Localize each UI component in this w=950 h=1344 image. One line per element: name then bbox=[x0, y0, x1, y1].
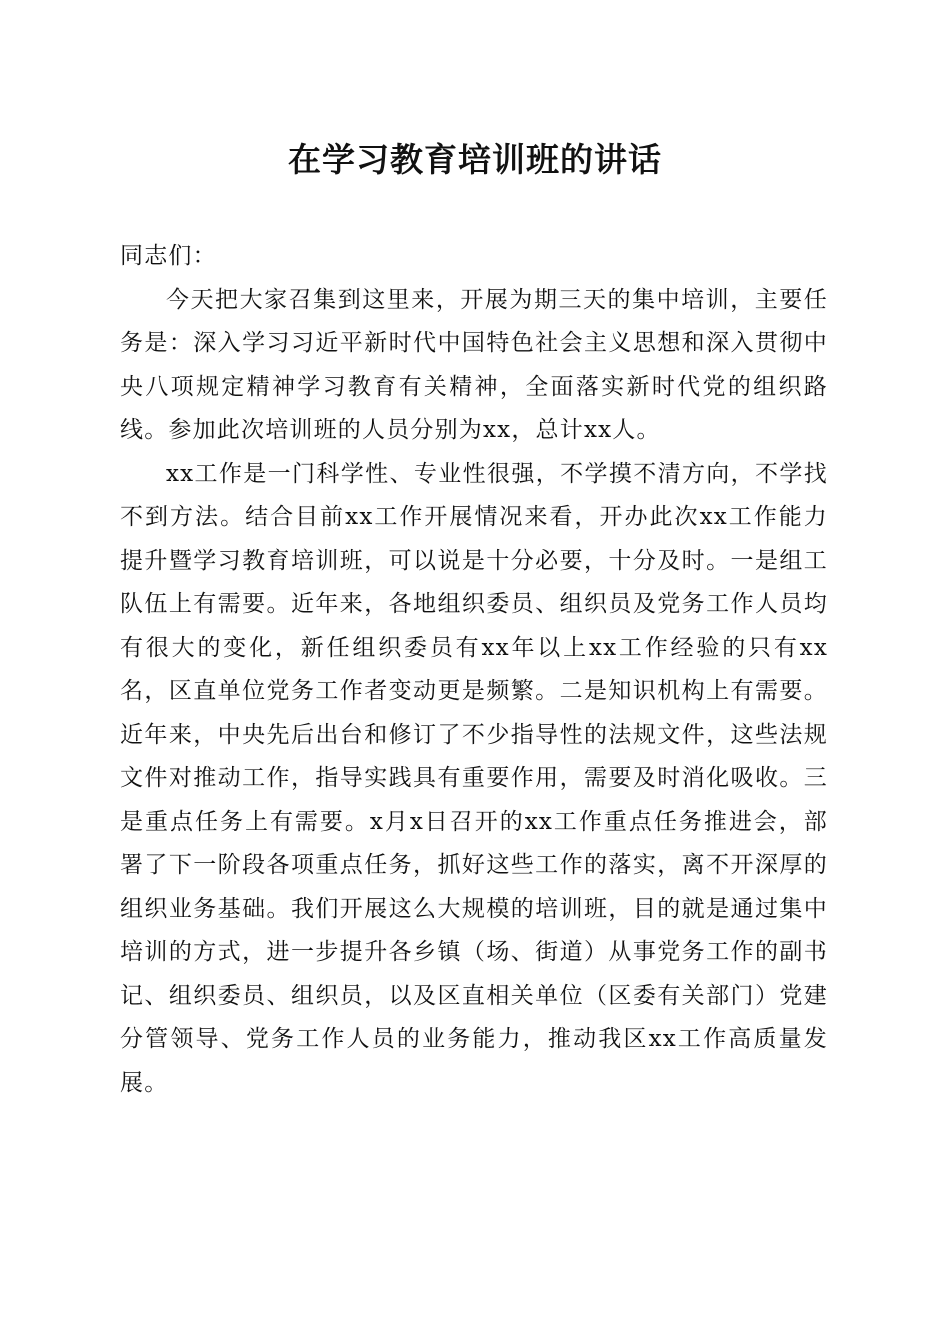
paragraph-1: 今天把大家召集到这里来，开展为期三天的集中培训，主要任务是：深入学习习近平新时代中国特色社会主义思想和深入贯彻中央八项规定精神学习教育有关精神，全面落实新时代党的组织路线。参加此次培训班的人员分别为xx，总计xx人。 bbox=[120, 286, 828, 443]
document-body bbox=[120, 235, 828, 1105]
paragraph-2: xx工作是一门科学性、专业性很强，不学摸不清方向，不学找不到方法。结合目前xx工作开展情况来看，开办此次xx工作能力提升暨学习教育培训班，可以说是十分必要，十分及时。一是组工队伍上有需要。近年来，各地组织委员、组织员及党务工作人员均有很大的变化，新任组织委员有xx年以上xx工作经验的只有xx名，区直单位党务工作者变动更是频繁。二是知识机构上有需要。近年来，中央先后出台和修订了不少指导性的法规文件，这些法规文件对推动工作，指导实践具有重要作用，需要及时消化吸收。三是重点任务上有需要。x月x日召开的xx工作重点任务推进会，部署了下一阶段各项重点任务，抓好这些工作的落实，离不开深厚的组织业务基础。我们开展这么大规模的培训班，目的就是通过集中培训的方式，进一步提升各乡镇（场、街道）从事党务工作的副书记、组织委员、组织员，以及区直相关单位（区委有关部门）党建分管领导、党务工作人员的业务能力，推动我区xx工作高质量发展。 bbox=[120, 460, 828, 1096]
salutation: 同志们： bbox=[120, 243, 217, 269]
document-title: 在学习教育培训班的讲话 bbox=[288, 140, 662, 179]
